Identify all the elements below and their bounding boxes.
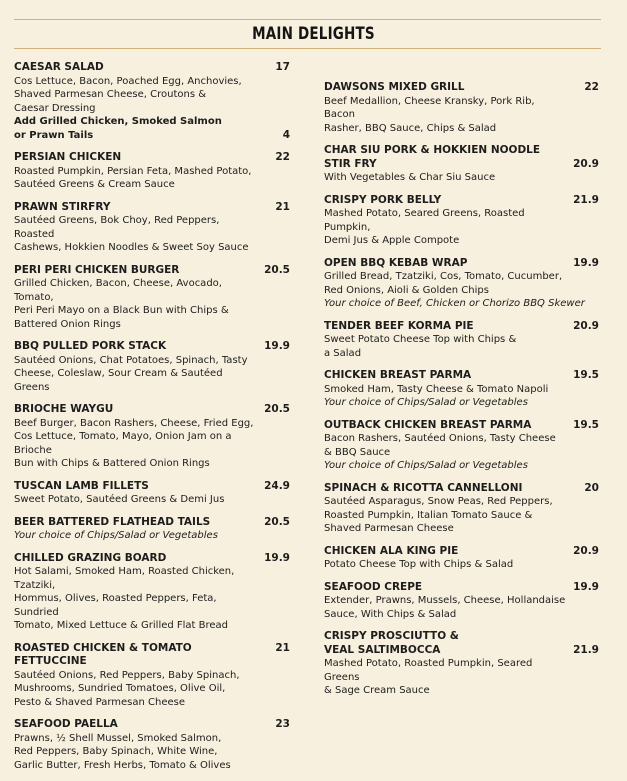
menu-item-description: Hot Salami, Smoked Ham, Roasted Chicken, Tzatziki, Hommus, Olives, Roasted Peppers, Feta, Sundried Tomato, Mixed Lettuce & Grilled Flat Bread xyxy=(14,566,235,631)
menu-item-seafood-crepe xyxy=(324,581,599,622)
menu-item-price: 22 xyxy=(275,151,290,163)
menu-item-description: Mashed Potato, Seared Greens, Roasted Pumpkin, Demi Jus & Apple Compote xyxy=(324,208,525,246)
menu-item-name: DAWSONS MIXED GRILL xyxy=(324,81,465,93)
menu-item-description: Sautéed Greens, Bok Choy, Red Peppers, Roasted Cashews, Hokkien Noodles & Sweet Soy Sauce xyxy=(14,215,249,253)
menu-item-name: PERSIAN CHICKEN xyxy=(14,151,122,163)
menu-item-price: 21 xyxy=(275,641,290,654)
menu-item-description: Sweet Potato Cheese Top with Chips & a Salad xyxy=(324,334,517,359)
menu-item-price: 20.5 xyxy=(264,263,290,276)
menu-item-crispy-pork-belly xyxy=(324,194,599,248)
menu-item-description: Prawns, ½ Shell Mussel, Smoked Salmon, Red Peppers, Baby Spinach, White Wine, Garlic Butter, Fresh Herbs, Tomato & Olives xyxy=(14,732,231,771)
menu-item-char-siu-pork-hokkien-noodle-stir-fry xyxy=(324,144,599,185)
menu-column-left xyxy=(14,61,290,781)
menu-item-price: 20.9 xyxy=(573,319,599,332)
menu-item-chicken-ala-king-pie xyxy=(324,545,599,572)
menu-item-tender-beef-korma-pie xyxy=(324,320,599,361)
menu-item-name: CRISPY PORK BELLY xyxy=(324,193,442,206)
menu-item-name: BRIOCHE WAYGU xyxy=(14,403,114,415)
menu-item-chilled-grazing-board xyxy=(14,552,290,633)
menu-item-name: PERI PERI CHICKEN BURGER xyxy=(14,263,180,276)
menu-item-brioche-waygu xyxy=(14,403,290,471)
menu-item-crispy-prosciutto-veal-saltimbocca xyxy=(324,630,599,698)
menu-item-description: With Vegetables & Char Siu Sauce xyxy=(324,172,496,183)
menu-item-name: CHICKEN BREAST PARMA xyxy=(324,369,472,381)
menu-item-beer-battered-flathead-tails xyxy=(14,516,290,543)
menu-item-addon-price: 4 xyxy=(282,128,290,141)
menu-item-price: 19.5 xyxy=(573,369,599,381)
menu-item-name: CHICKEN ALA KING PIE xyxy=(324,544,459,557)
menu-item-caesar-salad xyxy=(14,61,290,142)
menu-item-name: CAESAR SALAD xyxy=(14,61,104,73)
menu-item-price: 19.5 xyxy=(573,418,599,431)
menu-item-name: SPINACH & RICOTTA CANNELLONI xyxy=(324,481,523,494)
menu-item-price: 21.9 xyxy=(573,193,599,206)
section-title: MAIN DELIGHTS xyxy=(252,24,375,43)
menu-item-note: Your choice of Beef, Chicken or Chorizo BBQ Skewer xyxy=(324,298,585,309)
menu-item-price: 19.9 xyxy=(573,256,599,269)
menu-item-description: Sautéed Asparagus, Snow Peas, Red Peppers, Roasted Pumpkin, Italian Tomato Sauce & Shaved Parmesan Cheese xyxy=(324,496,553,534)
menu-item-bbq-pulled-pork-stack xyxy=(14,340,290,394)
menu-item-name: TUSCAN LAMB FILLETS xyxy=(14,479,149,492)
menu-item-description: Grilled Bread, Tzatziki, Cos, Tomato, Cucumber, Red Onions, Aioli & Golden Chips xyxy=(324,271,563,296)
menu-item-name: CHAR SIU PORK & HOKKIEN NOODLE STIR FRY xyxy=(324,144,541,170)
menu-item-description: Smoked Ham, Tasty Cheese & Tomato Napoli xyxy=(324,383,549,395)
menu-column-right xyxy=(324,81,599,707)
header-top-rule xyxy=(14,19,601,20)
menu-item-price: 20.9 xyxy=(573,157,599,170)
menu-item-price: 23 xyxy=(275,718,290,730)
menu-item-name: TENDER BEEF KORMA PIE xyxy=(324,319,474,332)
menu-item-name: BEER BATTERED FLATHEAD TAILS xyxy=(14,515,211,528)
menu-item-description: Grilled Chicken, Bacon, Cheese, Avocado, Tomato, Peri Peri Mayo on a Black Bun with Chips & Battered Onion Rings xyxy=(14,278,229,330)
menu-item-open-bbq-kebab-wrap xyxy=(324,257,599,311)
menu-item-price: 19.9 xyxy=(264,340,290,352)
menu-item-description: Bacon Rashers, Sautéed Onions, Tasty Cheese & BBQ Sauce xyxy=(324,433,556,458)
menu-item-note: Your choice of Chips/Salad or Vegetables xyxy=(324,397,528,408)
menu-item-roasted-chicken-tomato-fettuccine xyxy=(14,642,290,710)
menu-item-price: 22 xyxy=(584,81,599,93)
menu-item-name: ROASTED CHICKEN & TOMATO FETTUCCINE xyxy=(14,641,192,667)
menu-item-description: Cos Lettuce, Bacon, Poached Egg, Anchovies, Shaved Parmesan Cheese, Croutons & Caesar Dressing xyxy=(14,75,242,114)
menu-item-name: PRAWN STIRFRY xyxy=(14,200,111,213)
menu-item-outback-chicken-breast-parma xyxy=(324,419,599,473)
menu-item-description: Extender, Prawns, Mussels, Cheese, Hollandaise Sauce, With Chips & Salad xyxy=(324,595,566,620)
menu-item-price: 20.9 xyxy=(573,544,599,557)
menu-item-spinach-ricotta-cannelloni xyxy=(324,482,599,536)
menu-item-dawsons-mixed-grill xyxy=(324,81,599,135)
menu-item-note: Your choice of Chips/Salad or Vegetables xyxy=(14,530,218,541)
menu-item-price: 20 xyxy=(584,481,599,494)
menu-item-description: Sweet Potato, Sautéed Greens & Demi Jus xyxy=(14,494,225,505)
menu-item-description: Beef Burger, Bacon Rashers, Cheese, Fried Egg, Cos Lettuce, Tomato, Mayo, Onion Jam on a Brioche Bun with Chips & Battered Onion Rings xyxy=(14,417,254,469)
menu-item-price: 21.9 xyxy=(573,643,599,656)
menu-item-peri-peri-chicken-burger xyxy=(14,264,290,332)
menu-item-description: Roasted Pumpkin, Persian Feta, Mashed Potato, Sautéed Greens & Cream Sauce xyxy=(14,165,252,190)
menu-item-addon xyxy=(14,115,290,142)
menu-item-price: 17 xyxy=(275,61,290,73)
menu-item-name: CHILLED GRAZING BOARD xyxy=(14,551,167,564)
menu-item-name: CRISPY PROSCIUTTO & VEAL SALTIMBOCCA xyxy=(324,630,459,656)
header-bottom-rule xyxy=(14,48,601,49)
menu-item-price: 24.9 xyxy=(264,479,290,492)
menu-item-description: Sautéed Onions, Chat Potatoes, Spinach, Tasty Cheese, Coleslaw, Sour Cream & Sautéed Greens xyxy=(14,354,248,393)
menu-item-price: 21 xyxy=(275,200,290,213)
menu-item-price: 20.5 xyxy=(264,515,290,528)
menu-item-name: SEAFOOD CREPE xyxy=(324,580,423,593)
menu-item-price: 19.9 xyxy=(264,551,290,564)
menu-item-note: Your choice of Chips/Salad or Vegetables xyxy=(324,460,528,471)
menu-item-addon-text: Add Grilled Chicken, Smoked Salmon or Prawn Tails xyxy=(14,116,222,141)
menu-item-chicken-breast-parma xyxy=(324,369,599,410)
menu-item-tuscan-lamb-fillets xyxy=(14,480,290,507)
menu-item-name: SEAFOOD PAELLA xyxy=(14,718,118,730)
menu-item-description: Mashed Potato, Roasted Pumpkin, Seared Greens & Sage Cream Sauce xyxy=(324,658,533,696)
menu-item-persian-chicken xyxy=(14,151,290,192)
menu-item-description: Beef Medallion, Cheese Kransky, Pork Rib, Bacon Rasher, BBQ Sauce, Chips & Salad xyxy=(324,95,535,134)
menu-item-price: 20.5 xyxy=(264,403,290,415)
menu-item-price: 19.9 xyxy=(573,580,599,593)
menu-item-name: BBQ PULLED PORK STACK xyxy=(14,340,167,352)
menu-item-seafood-paella xyxy=(14,718,290,772)
menu-item-name: OPEN BBQ KEBAB WRAP xyxy=(324,256,468,269)
menu-item-name: OUTBACK CHICKEN BREAST PARMA xyxy=(324,418,532,431)
menu-item-description: Sautéed Onions, Red Peppers, Baby Spinach, Mushrooms, Sundried Tomatoes, Olive Oil, Pesto & Shaved Parmesan Cheese xyxy=(14,669,240,708)
menu-item-description: Potato Cheese Top with Chips & Salad xyxy=(324,559,514,570)
menu-item-prawn-stirfry xyxy=(14,201,290,255)
